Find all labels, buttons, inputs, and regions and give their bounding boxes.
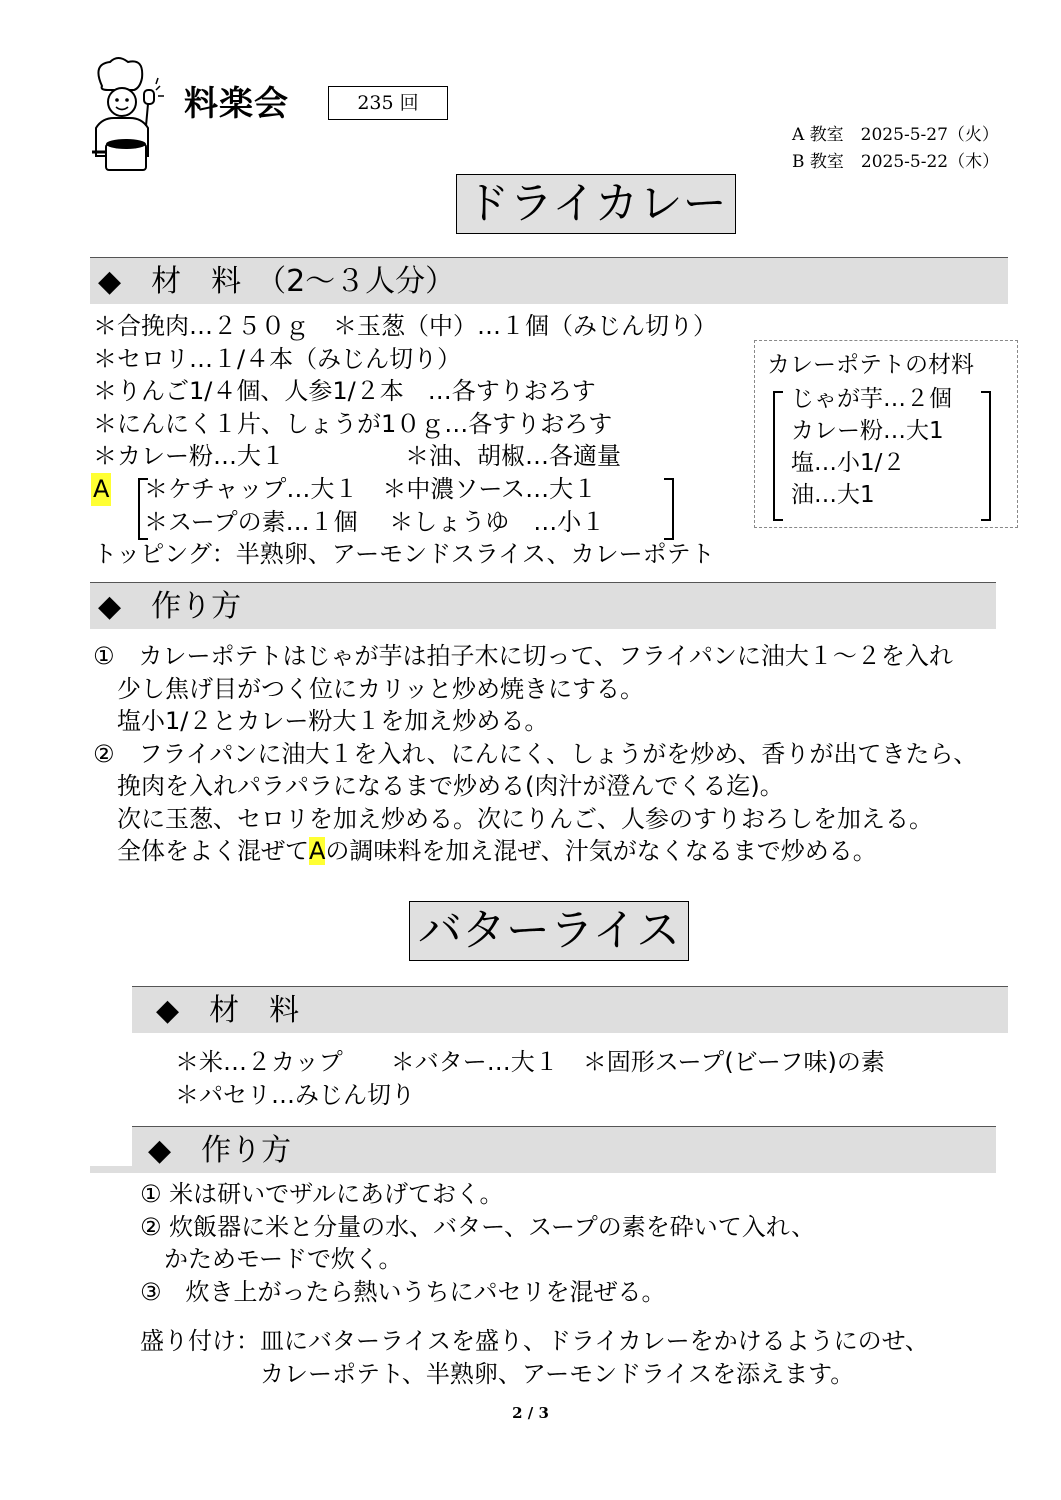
recipe1-method-heading: ◆ 作り方 (90, 582, 996, 629)
recipe1-ingredients-list (93, 310, 717, 473)
seasoning-label-a: A (91, 473, 111, 506)
class-b-date: B 教室 2025-5-22（木） (792, 152, 1000, 172)
ingredient-line: ＊にんにく１片、しょうが1０ｇ…各すりおろす (93, 409, 613, 438)
potato-item: じゃが芋…２個 (791, 386, 952, 412)
potato-item: カレー粉…大1 (791, 418, 944, 444)
club-name: 料楽会 (184, 84, 289, 124)
method-line: かためモードで炊く。 (140, 1245, 403, 1273)
seasoning-line: ＊ケチャップ…大１ ＊中濃ソース…大１ (144, 475, 598, 503)
issue-number: 235 回 (328, 86, 448, 120)
ingredient-line: ＊米…２カップ ＊バター…大１ ＊固形スープ(ビーフ味)の素 (175, 1048, 885, 1076)
ingredient-line: ＊合挽肉…２５０ｇ ＊玉葱（中）…１個（みじん切り） (93, 312, 717, 340)
method-line: ① 米は研いでザルにあげておく。 (140, 1180, 504, 1208)
potato-item: 油…大1 (791, 482, 875, 508)
serving-instructions (140, 1325, 929, 1390)
recipe1-ingredients-heading: ◆ 材 料 （2～３人分） (90, 257, 1008, 304)
method-line: 挽肉を入れパラパラになるまで炒める(肉汁が澄んでくる迄)。 (93, 772, 784, 800)
potato-bracket-left (773, 391, 783, 521)
ingredient-line: ＊りんご1/４個、人参1/２本 …各すりおろす (93, 377, 596, 405)
potato-box-title: カレーポテトの材料 (767, 352, 974, 378)
chef-illustration (82, 56, 166, 178)
recipe1-title: ドライカレー (456, 174, 736, 234)
method-line-last: 全体をよく混ぜてAの調味料を加え混ぜ、汁気がなくなるまで炒める。 (93, 837, 877, 865)
potato-bracket-right (981, 391, 991, 521)
curry-potato-ingredients-box (754, 340, 1018, 528)
seasoning-line: ＊スープの素…１個 ＊しょうゆ …小１ (144, 507, 606, 536)
ingredient-line: ＊セロリ…１/４本（みじん切り） (93, 344, 462, 373)
method-line: 次に玉葱、セロリを加え炒める。次にりんご、人参のすりおろしを加える。 (93, 804, 933, 833)
seasoning-list (144, 473, 605, 538)
divider (90, 1166, 134, 1173)
recipe2-method-list (140, 1178, 815, 1308)
method-line: ① カレーポテトはじゃが芋は拍子木に切って、フライパンに油大１～２を入れ (93, 642, 953, 670)
recipe1-method-list (93, 640, 977, 868)
serving-line: 盛り付け：皿にバターライスを盛り、ドライカレーをかけるようにのせ、 (140, 1327, 929, 1355)
topping-line: トッピング：半熟卵、アーモンドスライス、カレーポテト (93, 540, 715, 568)
method-line: ② フライパンに油大１を入れ、にんにく、しょうがを炒め、香りが出てきたら、 (93, 739, 978, 768)
potato-item: 塩…小1/２ (791, 450, 906, 476)
method-line: ③ 炊き上がったら熱いうちにパセリを混ぜる。 (140, 1277, 666, 1306)
recipe2-ingredients-heading: ◆ 材 料 (132, 986, 1008, 1033)
recipe2-title: バターライス (409, 901, 689, 961)
method-line: ② 炊飯器に米と分量の水、バター、スープの素を砕いて入れ、 (140, 1212, 816, 1241)
page-number: 2 / 3 (512, 1404, 549, 1422)
class-dates (792, 122, 999, 176)
serving-line: カレーポテト、半熟卵、アーモンドライスを添えます。 (140, 1359, 855, 1388)
recipe2-ingredients-list (175, 1046, 885, 1111)
potato-items (791, 383, 952, 511)
ingredient-line: ＊パセリ…みじん切り (175, 1080, 415, 1109)
seasoning-ref-a: A (309, 837, 326, 865)
seasoning-bracket-right (664, 478, 674, 540)
method-line: 塩小1/２とカレー粉大１を加え炒める。 (93, 707, 549, 735)
method-line: 少し焦げ目がつく位にカリッと炒め焼きにする。 (93, 674, 645, 703)
class-a-date: A 教室 2025-5-27（火） (792, 125, 999, 145)
recipe2-method-heading: ◆ 作り方 (132, 1126, 996, 1173)
ingredient-line: ＊カレー粉…大１ ＊油、胡椒…各適量 (93, 442, 621, 470)
